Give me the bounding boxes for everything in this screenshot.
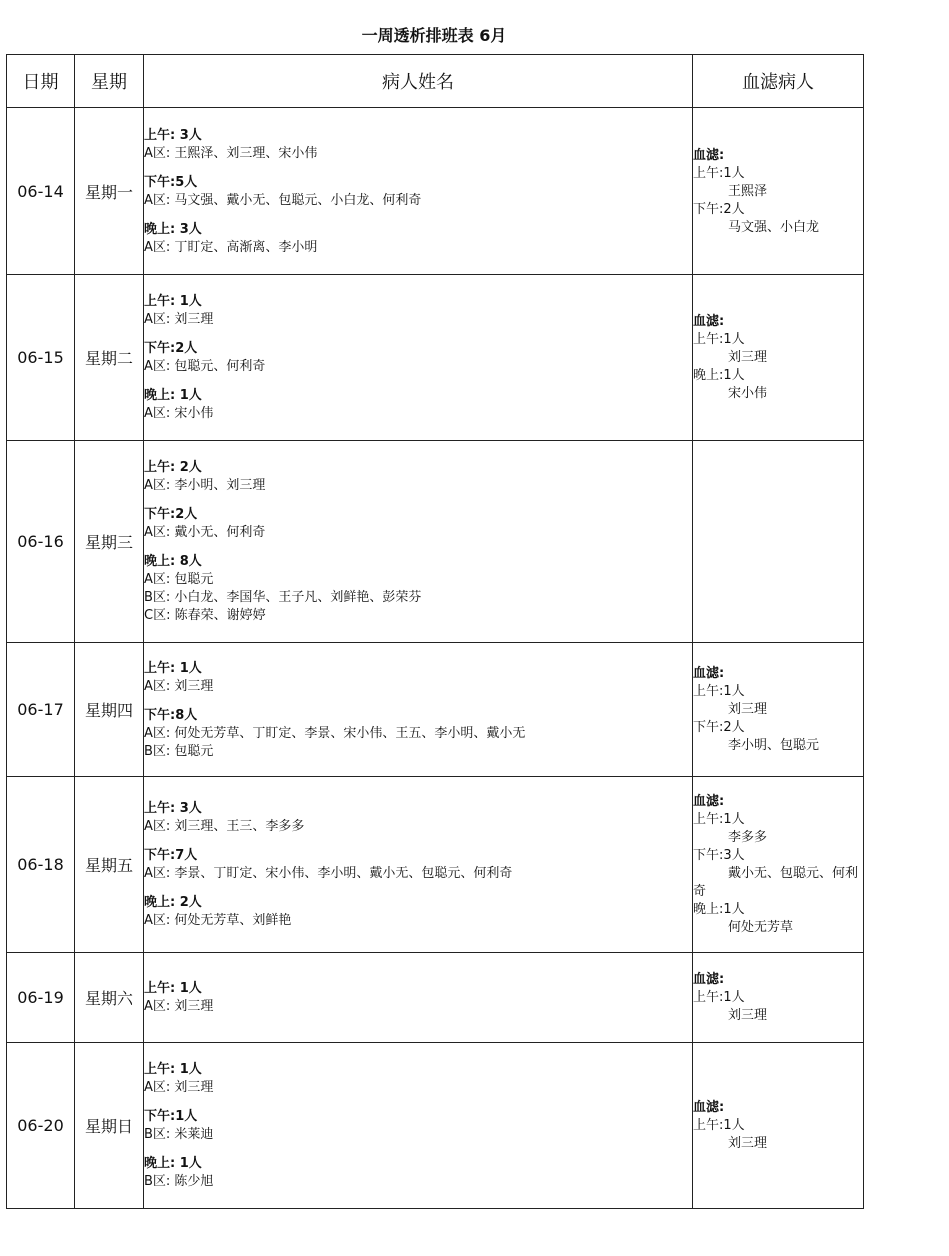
hemofiltration-cell — [693, 953, 864, 1043]
area-line: A区: 李小明、刘三理 — [144, 478, 266, 493]
hemofiltration-session: 上午:1人 — [693, 684, 745, 699]
session-header: 上午: 1人 — [144, 981, 202, 996]
area-line: A区: 刘三理 — [144, 999, 214, 1014]
session-header: 晚上: 1人 — [144, 388, 202, 403]
session-block — [144, 458, 692, 495]
session-header: 下午:2人 — [144, 507, 198, 522]
session-block — [144, 893, 692, 930]
session-header: 上午: 3人 — [144, 801, 202, 816]
date-cell: 06-14 — [7, 108, 75, 275]
hemofiltration-names: 李小明、包聪元 — [728, 738, 820, 753]
header-hemofiltration: 血滤病人 — [693, 55, 864, 108]
patients-cell — [144, 777, 693, 953]
area-line: A区: 马文强、戴小无、包聪元、小白龙、何利奇 — [144, 192, 422, 208]
table-row — [7, 108, 864, 275]
area-line: B区: 米莱迪 — [144, 1127, 214, 1142]
hemofiltration-names: 李多多 — [728, 830, 768, 845]
hemofiltration-title: 血滤: — [693, 314, 725, 329]
hemofiltration-cell — [693, 275, 864, 441]
hemofiltration-cell — [693, 441, 864, 643]
session-block — [144, 1060, 692, 1097]
session-header: 下午:1人 — [144, 1109, 198, 1124]
session-header: 上午: 1人 — [144, 660, 202, 676]
area-line: A区: 宋小伟 — [144, 406, 214, 421]
table-row — [7, 643, 864, 777]
area-line: A区: 李景、丁盯定、宋小伟、李小明、戴小无、包聪元、何利奇 — [144, 866, 513, 881]
hemofiltration-session: 上午:1人 — [693, 990, 745, 1005]
weekday-cell: 星期三 — [75, 441, 144, 643]
weekday-cell: 星期五 — [75, 777, 144, 953]
session-header: 上午: 1人 — [144, 1062, 202, 1077]
page-title: 一周透析排班表 6月 — [361, 26, 507, 45]
hemofiltration-names: 刘三理 — [728, 1008, 768, 1023]
area-line: A区: 刘三理 — [144, 1080, 214, 1095]
session-header: 晚上: 8人 — [144, 554, 202, 569]
area-line: B区: 包聪元 — [144, 743, 214, 759]
session-block — [144, 126, 692, 163]
hemofiltration-title: 血滤: — [693, 147, 725, 163]
area-line: A区: 刘三理 — [144, 678, 214, 694]
session-header: 上午: 2人 — [144, 460, 202, 475]
hemofiltration-session: 晚上:1人 — [693, 902, 745, 917]
hemofiltration-names: 戴小无、包聪元、何利奇 — [693, 866, 859, 899]
patients-cell — [144, 441, 693, 643]
patients-cell — [144, 953, 693, 1043]
session-block — [144, 173, 692, 210]
schedule-table — [6, 54, 864, 1209]
hemofiltration-session: 上午:1人 — [693, 1118, 745, 1133]
hemofiltration-session: 晚上:1人 — [693, 368, 745, 383]
weekday-cell: 星期二 — [75, 275, 144, 441]
patients-cell — [144, 108, 693, 275]
header-date: 日期 — [7, 55, 75, 108]
session-header: 晚上: 1人 — [144, 1156, 202, 1171]
hemofiltration-session: 下午:2人 — [693, 201, 745, 217]
hemofiltration-session: 上午:1人 — [693, 332, 745, 347]
weekday-cell: 星期日 — [75, 1043, 144, 1209]
session-block — [144, 706, 692, 761]
area-line: A区: 丁盯定、高渐离、李小明 — [144, 239, 318, 255]
table-row — [7, 777, 864, 953]
session-block — [144, 799, 692, 836]
session-block — [144, 1107, 692, 1144]
weekday-cell: 星期一 — [75, 108, 144, 275]
session-header: 上午: 3人 — [144, 127, 202, 143]
session-block — [144, 505, 692, 542]
header-weekday: 星期 — [75, 55, 144, 108]
hemofiltration-names: 宋小伟 — [728, 386, 768, 401]
session-header: 晚上: 2人 — [144, 895, 202, 910]
area-line: A区: 刘三理、王三、李多多 — [144, 819, 305, 834]
header-row — [7, 55, 864, 108]
hemofiltration-title: 血滤: — [693, 794, 725, 809]
area-line: A区: 戴小无、何利奇 — [144, 525, 266, 540]
weekday-cell: 星期六 — [75, 953, 144, 1043]
hemofiltration-cell — [693, 643, 864, 777]
header-patients: 病人姓名 — [144, 55, 693, 108]
area-line: A区: 包聪元、何利奇 — [144, 359, 266, 374]
session-header: 下午:7人 — [144, 848, 198, 863]
table-row — [7, 953, 864, 1043]
area-line: A区: 何处无芳草、刘鲜艳 — [144, 913, 292, 928]
hemofiltration-session: 上午:1人 — [693, 165, 745, 181]
hemofiltration-names: 刘三理 — [728, 1136, 768, 1151]
hemofiltration-session: 下午:2人 — [693, 720, 745, 735]
session-header: 下午:2人 — [144, 341, 198, 356]
hemofiltration-names: 马文强、小白龙 — [728, 219, 820, 235]
session-block — [144, 339, 692, 376]
hemofiltration-title: 血滤: — [693, 666, 725, 681]
hemofiltration-title: 血滤: — [693, 972, 725, 987]
hemofiltration-session: 下午:3人 — [693, 848, 745, 863]
patients-cell — [144, 275, 693, 441]
area-line: B区: 陈少旭 — [144, 1174, 214, 1189]
date-cell: 06-20 — [7, 1043, 75, 1209]
hemofiltration-names: 王熙泽 — [728, 183, 768, 199]
hemofiltration-names: 刘三理 — [728, 702, 768, 717]
area-line: A区: 包聪元 — [144, 572, 214, 587]
session-block — [144, 659, 692, 696]
date-cell: 06-19 — [7, 953, 75, 1043]
date-cell: 06-15 — [7, 275, 75, 441]
session-header: 下午:5人 — [144, 174, 198, 190]
hemofiltration-title: 血滤: — [693, 1100, 725, 1115]
date-cell: 06-17 — [7, 643, 75, 777]
area-line: C区: 陈春荣、谢婷婷 — [144, 608, 266, 623]
hemofiltration-cell — [693, 108, 864, 275]
schedule-body — [7, 108, 864, 1209]
table-row — [7, 1043, 864, 1209]
session-block — [144, 846, 692, 883]
hemofiltration-cell — [693, 777, 864, 953]
area-line: B区: 小白龙、李国华、王子凡、刘鲜艳、彭荣芬 — [144, 590, 422, 605]
hemofiltration-cell — [693, 1043, 864, 1209]
hemofiltration-names: 何处无芳草 — [728, 920, 794, 935]
session-block — [144, 386, 692, 423]
table-row — [7, 275, 864, 441]
table-row — [7, 441, 864, 643]
session-block — [144, 1154, 692, 1191]
session-header: 晚上: 3人 — [144, 221, 202, 237]
session-block — [144, 292, 692, 329]
area-line: A区: 何处无芳草、丁盯定、李景、宋小伟、王五、李小明、戴小无 — [144, 725, 526, 741]
patients-cell — [144, 643, 693, 777]
area-line: A区: 刘三理 — [144, 312, 214, 327]
weekday-cell: 星期四 — [75, 643, 144, 777]
hemofiltration-names: 刘三理 — [728, 350, 768, 365]
patients-cell — [144, 1043, 693, 1209]
session-block — [144, 979, 692, 1016]
session-block — [144, 552, 692, 625]
session-header: 上午: 1人 — [144, 294, 202, 309]
session-header: 下午:8人 — [144, 707, 198, 723]
date-cell: 06-16 — [7, 441, 75, 643]
session-block — [144, 220, 692, 257]
area-line: A区: 王熙泽、刘三理、宋小伟 — [144, 145, 318, 161]
date-cell: 06-18 — [7, 777, 75, 953]
hemofiltration-session: 上午:1人 — [693, 812, 745, 827]
